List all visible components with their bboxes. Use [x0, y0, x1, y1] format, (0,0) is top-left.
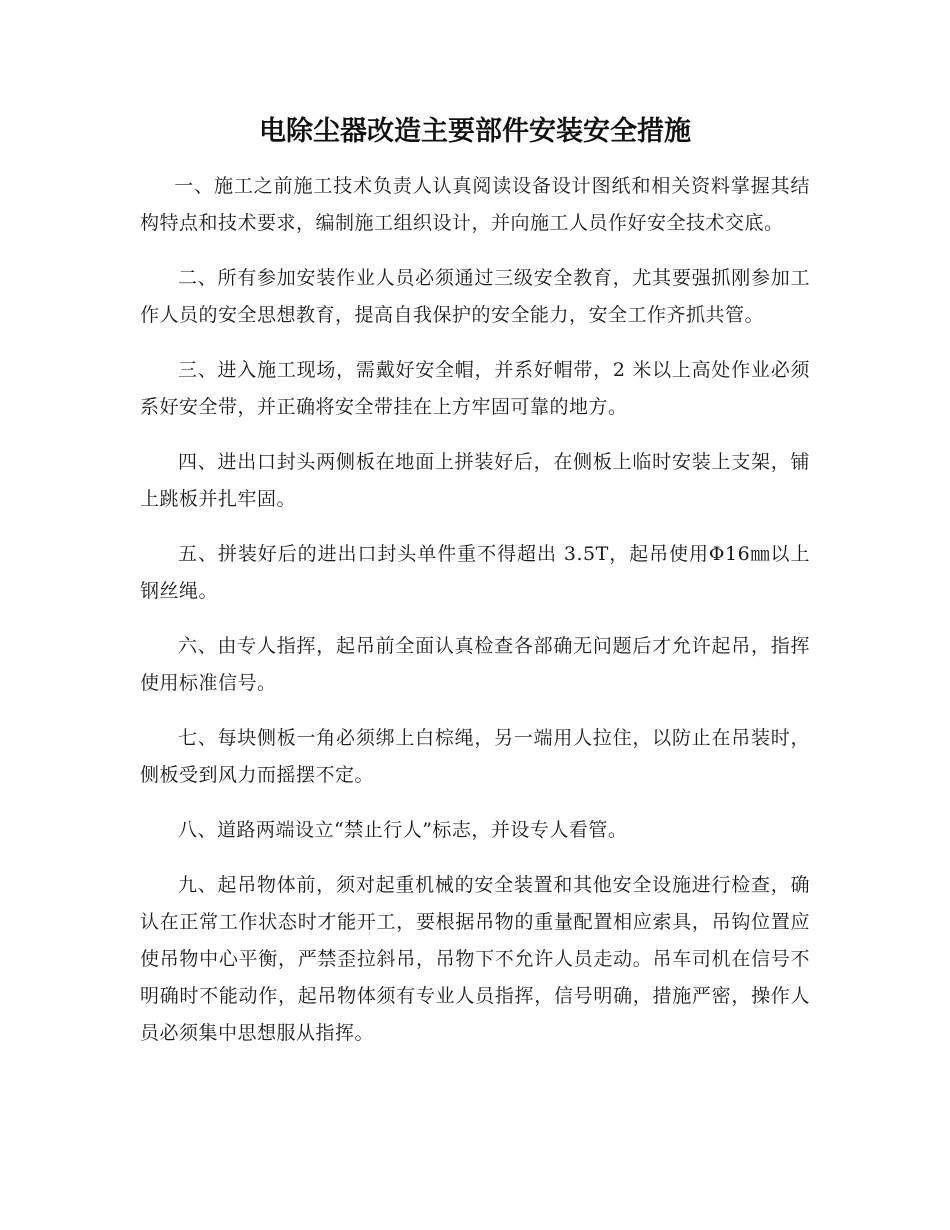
paragraph-9: 九、起吊物体前，须对起重机械的安全装置和其他安全设施进行检查，确认在正常工作状态时才能开工，要根据吊物的重量配置相应索具，吊钩位置应使吊物中心平衡，严禁歪拉斜吊，吊物下不允许人员走动。吊车司机在信号不明确时不能动作，起吊物体须有专业人员指挥，信号明确，措施严密，操作人员必须集中思想服从指挥。 — [140, 874, 810, 1044]
paragraph-8: 八、道路两端设立“禁止行人”标志，并设专人看管。 — [178, 819, 628, 841]
document-body — [140, 168, 810, 1070]
document-title: 电除尘器改造主要部件安装安全措施 — [259, 116, 691, 147]
paragraph-3: 三、进入施工现场，需戴好安全帽，并系好帽带，2 米以上高处作业必须系好安全带，并正确将安全带挂在上方牢固可靠的地方。 — [140, 359, 810, 418]
paragraph-6: 六、由专人指挥，起吊前全面认真检查各部确无问题后才允许起吊，指挥使用标准信号。 — [140, 635, 810, 694]
paragraph-1: 一、施工之前施工技术负责人认真阅读设备设计图纸和相关资料掌握其结构特点和技术要求，编制施工组织设计，并向施工人员作好安全技术交底。 — [140, 175, 810, 234]
paragraph-4: 四、进出口封头两侧板在地面上拼装好后，在侧板上临时安装上支架，铺上跳板并扎牢固。 — [140, 451, 810, 510]
paragraph-5: 五、拼装好后的进出口封头单件重不得超出 3.5T，起吊使用Φ16㎜以上钢丝绳。 — [140, 543, 810, 602]
paragraph-7: 七、每块侧板一角必须绑上白棕绳，另一端用人拉住，以防止在吊装时，侧板受到风力而摇摆不定。 — [140, 727, 810, 786]
paragraph-2: 二、所有参加安装作业人员必须通过三级安全教育，尤其要强抓刚参加工作人员的安全思想教育，提高自我保护的安全能力，安全工作齐抓共管。 — [140, 267, 810, 326]
